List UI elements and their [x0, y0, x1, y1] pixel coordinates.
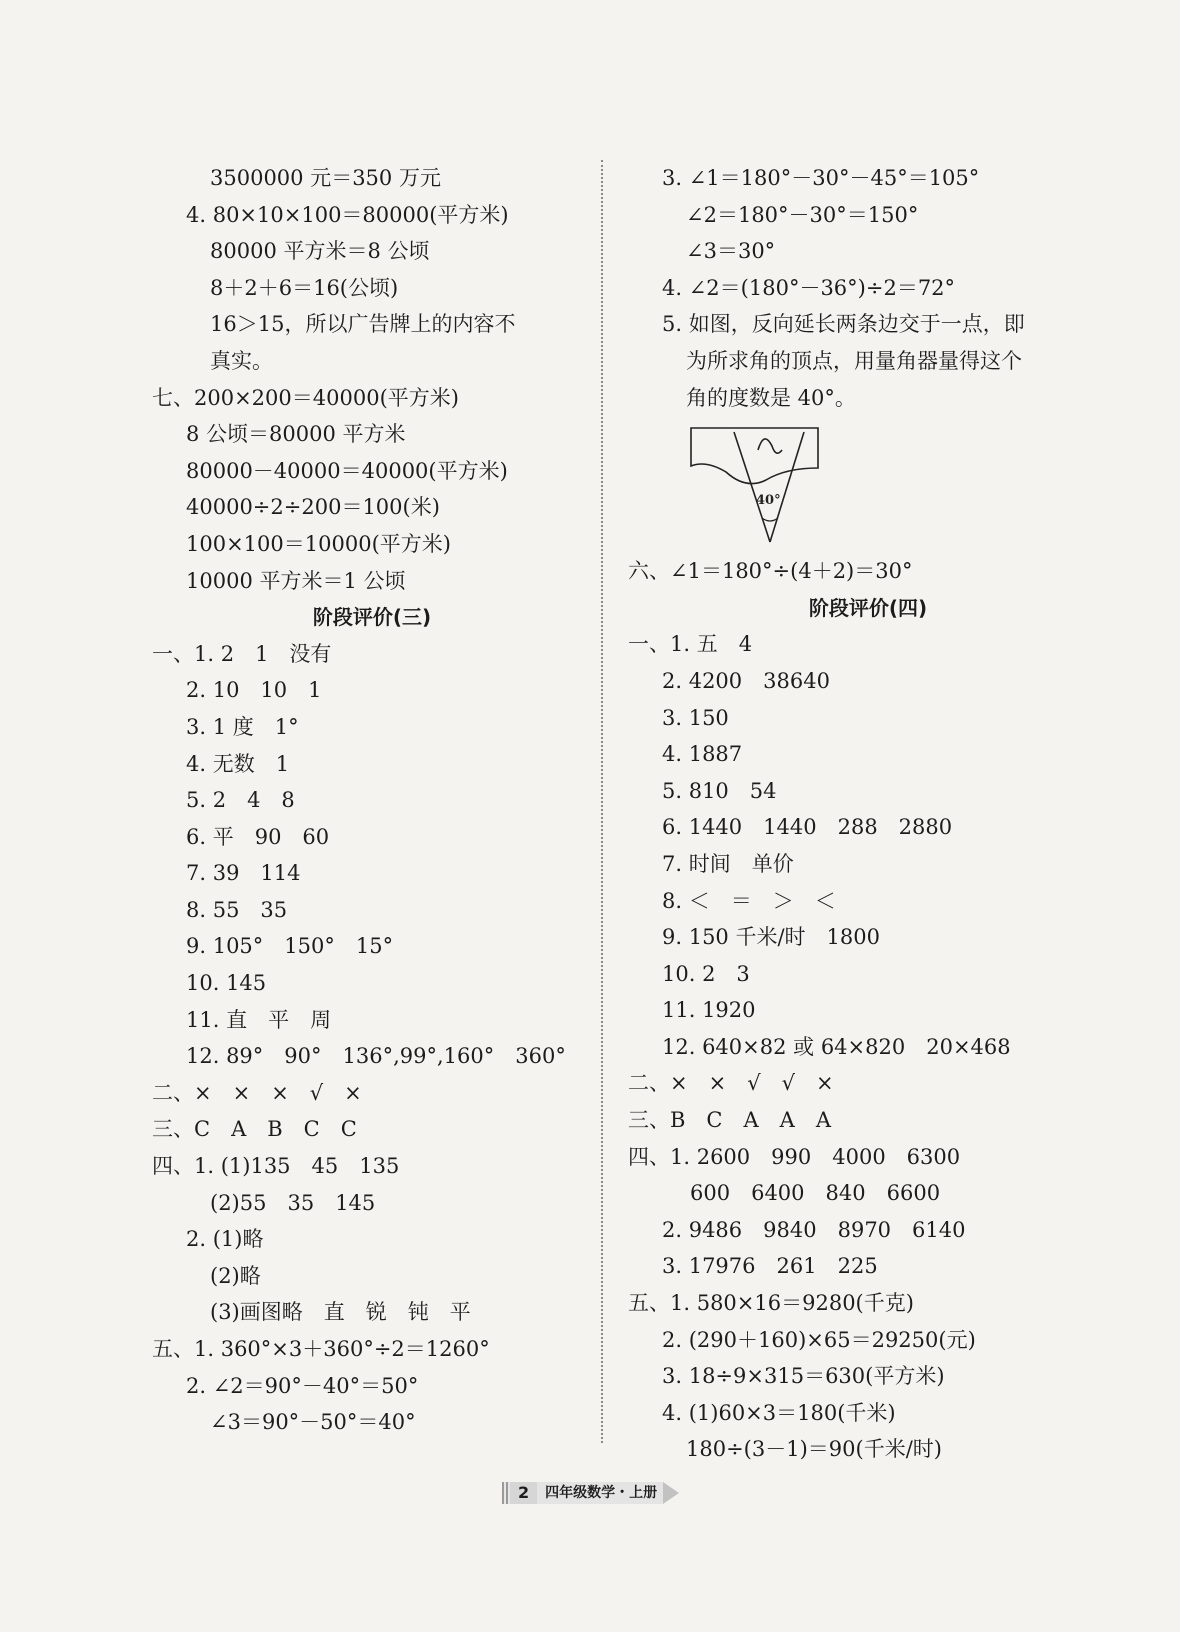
- answer-line: 三、C A B C C: [152, 1117, 357, 1142]
- answer-line: 12. 89° 90° 136°,99°,160° 360°: [186, 1044, 566, 1069]
- answer-line: 二、× × × √ ×: [152, 1080, 362, 1105]
- answer-line: 六、∠1＝180°÷(4＋2)＝30°: [628, 559, 913, 584]
- answer-line: (2)略: [210, 1263, 261, 1288]
- angle-side-left: [734, 432, 770, 542]
- book-title: 四年级数学・上册: [537, 1482, 663, 1504]
- section-heading: 阶段评价(四): [808, 595, 928, 620]
- answer-line: 10. 145: [186, 971, 267, 996]
- answer-line: 3. 18÷9×315＝630(平方米): [662, 1364, 945, 1389]
- left-column: [152, 160, 592, 1441]
- answer-line: 3500000 元＝350 万元: [210, 166, 441, 190]
- answer-line: 2. 4200 38640: [662, 668, 830, 693]
- answer-line: 80000 平方米＝8 公顷: [210, 239, 430, 264]
- answer-line: (2)55 35 145: [210, 1190, 376, 1215]
- board-outline: [691, 428, 818, 484]
- answer-line: 七、200×200＝40000(平方米): [152, 385, 459, 410]
- answer-line: 4. 无数 1: [186, 751, 290, 776]
- answer-line: 11. 1920: [662, 998, 756, 1023]
- answer-line: 3. 150: [662, 705, 729, 730]
- answer-line: 一、1. 五 4: [628, 632, 753, 657]
- answer-line: 10. 2 3: [662, 961, 750, 986]
- answer-line: 3. ∠1＝180°－30°－45°＝105°: [662, 166, 980, 190]
- answer-line: 4. 1887: [662, 742, 743, 767]
- column-divider: [601, 160, 603, 1443]
- angle-figure: [628, 416, 1108, 553]
- answer-line: 80000－40000＝40000(平方米): [186, 458, 508, 483]
- answer-line: 为所求角的顶点，用量角器量得这个: [686, 348, 1022, 373]
- footer-arrow-icon: [663, 1482, 679, 1504]
- answer-line: 11. 直 平 周: [186, 1007, 332, 1032]
- answer-line: ∠3＝30°: [686, 239, 776, 264]
- answer-line: 6. 1440 1440 288 2880: [662, 815, 953, 840]
- answer-line: 600 6400 840 6600: [690, 1181, 941, 1206]
- angle-side-right: [770, 432, 804, 542]
- answer-line: 3. 1 度 1°: [186, 714, 299, 739]
- answer-line: 二、× × √ √ ×: [628, 1071, 834, 1096]
- answer-line: 2. (1)略: [186, 1227, 264, 1252]
- angle-arc: [762, 518, 778, 521]
- answer-line: 180÷(3－1)＝90(千米/时): [686, 1437, 942, 1462]
- answer-line: 角的度数是 40°。: [686, 385, 856, 410]
- answer-line: (3)画图略 直 锐 钝 平: [210, 1300, 471, 1325]
- page-number: 2: [510, 1482, 537, 1504]
- answer-line: 真实。: [210, 348, 273, 373]
- page-footer: [502, 1478, 679, 1508]
- right-column: [628, 160, 1108, 1468]
- answer-line: 6. 平 90 60: [186, 824, 330, 849]
- answer-line: 12. 640×82 或 64×820 20×468: [662, 1034, 1011, 1059]
- answer-line: 2. ∠2＝90°－40°＝50°: [186, 1373, 419, 1398]
- answer-line: ∠2＝180°－30°＝150°: [686, 202, 919, 227]
- answer-line: 5. 如图，反向延长两条边交于一点，即: [662, 312, 1025, 337]
- answer-line: 4. 80×10×100＝80000(平方米): [186, 202, 509, 227]
- answer-line: 8. 55 35: [186, 897, 288, 922]
- answer-line: 7. 39 114: [186, 861, 301, 886]
- angle-label: 40°: [756, 493, 781, 509]
- answer-line: 三、B C A A A: [628, 1108, 831, 1133]
- answer-line: 四、1. (1)135 45 135: [152, 1154, 400, 1179]
- answer-line: 10000 平方米＝1 公顷: [186, 568, 406, 593]
- answer-line: 2. 9486 9840 8970 6140: [662, 1217, 966, 1242]
- angle-diagram: [686, 420, 826, 550]
- answer-line: 五、1. 360°×3＋360°÷2＝1260°: [152, 1337, 490, 1361]
- answer-line: 16＞15，所以广告牌上的内容不: [210, 312, 516, 337]
- answer-line: 五、1. 580×16＝9280(千克): [628, 1291, 914, 1316]
- footer-decoration: [502, 1482, 510, 1504]
- answer-line: ∠3＝90°－50°＝40°: [210, 1410, 416, 1435]
- answer-line: 3. 17976 261 225: [662, 1254, 878, 1279]
- answer-line: 4. ∠2＝(180°－36°)÷2＝72°: [662, 275, 956, 300]
- answer-line: 4. (1)60×3＝180(千米): [662, 1400, 896, 1425]
- answer-line: 40000÷2÷200＝100(米): [186, 495, 440, 520]
- answer-line: 一、1. 2 1 没有: [152, 641, 332, 666]
- answer-line: 9. 150 千米/时 1800: [662, 925, 880, 950]
- answer-line: 5. 810 54: [662, 778, 777, 803]
- answer-line: 5. 2 4 8: [186, 788, 295, 813]
- section-heading: 阶段评价(三): [312, 605, 432, 630]
- answer-line: 8. ＜ ＝ ＞ ＜: [662, 888, 836, 913]
- answer-line: 7. 时间 单价: [662, 851, 794, 876]
- answer-line: 100×100＝10000(平方米): [186, 531, 451, 556]
- answer-line: 8 公顷＝80000 平方米: [186, 422, 406, 447]
- answer-line: 2. (290＋160)×65＝29250(元): [662, 1327, 976, 1352]
- answer-line: 四、1. 2600 990 4000 6300: [628, 1144, 961, 1169]
- curve-shape: [758, 439, 782, 453]
- answer-line: 2. 10 10 1: [186, 678, 322, 703]
- answer-line: 8＋2＋6＝16(公顷): [210, 275, 399, 300]
- answer-line: 9. 105° 150° 15°: [186, 934, 394, 959]
